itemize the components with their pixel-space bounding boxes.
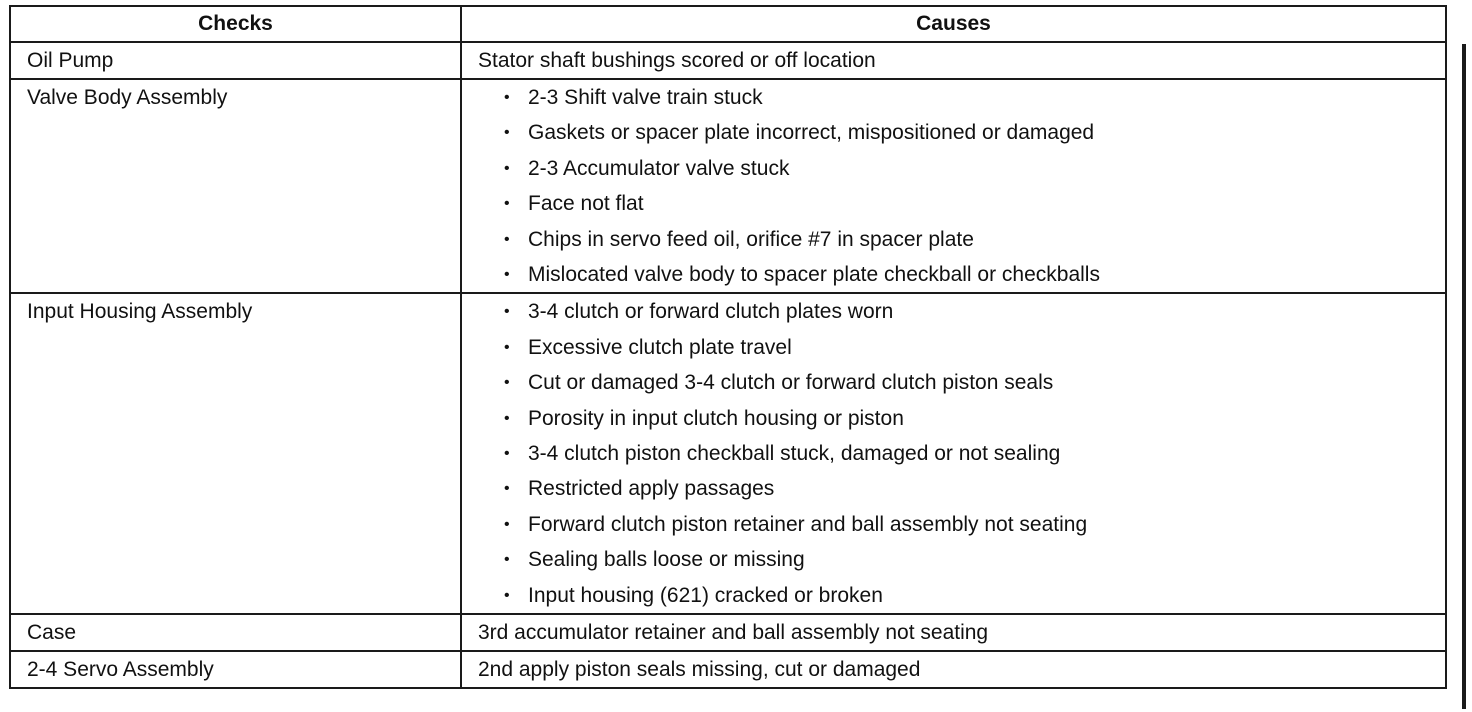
list-item <box>502 294 1445 329</box>
cause-text: Chips in servo feed oil, orifice #7 in spacer plate <box>528 227 974 251</box>
cause-text: 3-4 clutch piston checkball stuck, damaged or not sealing <box>528 442 1061 466</box>
cause-text: 3-4 clutch or forward clutch plates worn <box>528 300 894 324</box>
bullet-icon: • <box>504 195 510 213</box>
cause-text: 2-3 Shift valve train stuck <box>528 86 763 109</box>
bullet-icon: • <box>504 303 510 321</box>
table-header-row <box>10 6 1446 42</box>
list-item <box>502 401 1445 436</box>
causes-cell <box>461 42 1446 79</box>
check-cell: Oil Pump <box>10 42 461 79</box>
bullet-icon: • <box>504 230 510 248</box>
cause-text: Gaskets or spacer plate incorrect, mispositioned or damaged <box>528 121 1095 145</box>
causes-cell <box>461 79 1446 293</box>
list-item <box>502 436 1445 471</box>
causes-column-header: Causes <box>461 6 1446 42</box>
check-cell: Valve Body Assembly <box>10 79 461 293</box>
cause-text: Stator shaft bushings scored or off location <box>478 49 876 72</box>
bullet-icon: • <box>504 515 510 533</box>
bullet-icon: • <box>504 480 510 498</box>
list-item <box>502 186 1445 221</box>
causes-cell <box>461 614 1446 651</box>
checks-causes-table <box>9 5 1447 689</box>
checks-column-header: Checks <box>10 6 461 42</box>
check-cell: Input Housing Assembly <box>10 293 461 614</box>
bullet-icon: • <box>504 445 510 463</box>
list-item <box>502 507 1445 542</box>
bullet-icon: • <box>504 551 510 569</box>
cause-text: 2nd apply piston seals missing, cut or damaged <box>478 658 921 682</box>
cause-text: Face not flat <box>528 192 644 216</box>
table-body <box>10 42 1446 688</box>
bullet-icon: • <box>504 586 510 604</box>
list-item <box>502 578 1445 613</box>
table-row <box>10 42 1446 79</box>
table-row <box>10 651 1446 688</box>
list-item <box>502 471 1445 506</box>
table-row <box>10 293 1446 614</box>
table-row <box>10 79 1446 293</box>
causes-list <box>478 80 1445 292</box>
bullet-icon: • <box>504 374 510 392</box>
bullet-icon: • <box>504 266 510 284</box>
list-item <box>502 115 1445 150</box>
bullet-icon: • <box>504 409 510 427</box>
list-item <box>502 365 1445 400</box>
bullet-icon: • <box>504 124 510 142</box>
bullet-icon: • <box>504 89 510 106</box>
cause-text: Mislocated valve body to spacer plate checkball or checkballs <box>528 263 1100 287</box>
cause-text: Restricted apply passages <box>528 477 775 501</box>
checks-causes-document <box>9 5 1445 689</box>
bullet-icon: • <box>504 338 510 356</box>
cause-text: Excessive clutch plate travel <box>528 335 792 359</box>
cause-text: Porosity in input clutch housing or piston <box>528 406 904 430</box>
list-item <box>502 80 1445 115</box>
cause-text: 2-3 Accumulator valve stuck <box>528 156 790 180</box>
check-cell: Case <box>10 614 461 651</box>
list-item <box>502 222 1445 257</box>
causes-list <box>478 294 1445 613</box>
page-edge-line <box>1462 44 1466 709</box>
list-item <box>502 257 1445 292</box>
causes-cell <box>461 293 1446 614</box>
cause-text: Forward clutch piston retainer and ball assembly not seating <box>528 512 1088 536</box>
bullet-icon: • <box>504 159 510 177</box>
causes-cell <box>461 651 1446 688</box>
cause-text: Input housing (621) cracked or broken <box>528 583 883 607</box>
table-row <box>10 614 1446 651</box>
cause-text: Cut or damaged 3-4 clutch or forward clutch piston seals <box>528 371 1054 395</box>
list-item <box>502 151 1445 186</box>
cause-text: 3rd accumulator retainer and ball assembly not seating <box>478 621 989 645</box>
list-item <box>502 542 1445 577</box>
cause-text: Sealing balls loose or missing <box>528 548 805 572</box>
list-item <box>502 330 1445 365</box>
check-cell: 2-4 Servo Assembly <box>10 651 461 688</box>
